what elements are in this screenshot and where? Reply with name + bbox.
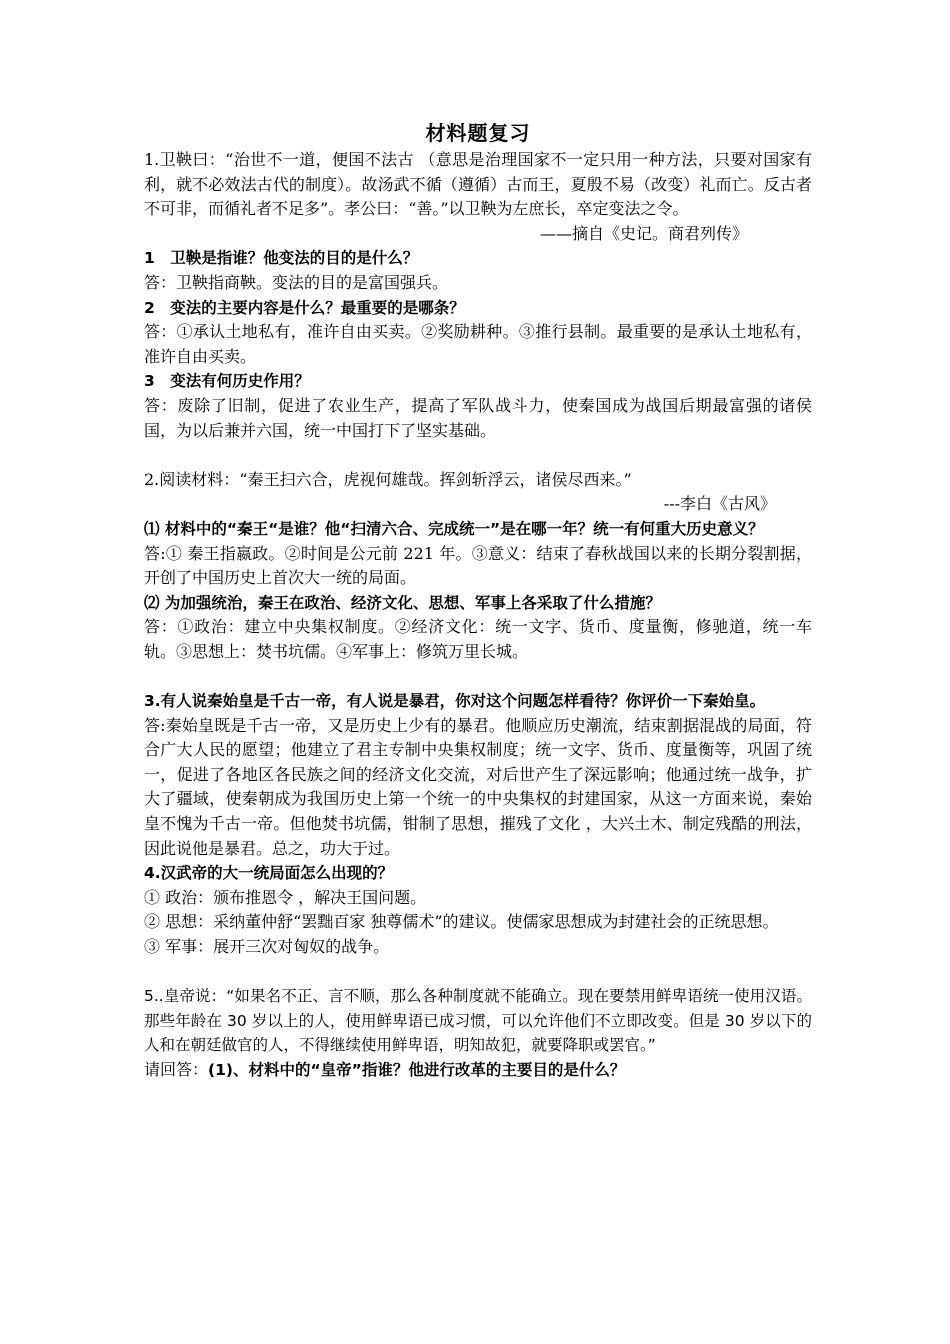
answer-3: 答:秦始皇既是千古一帝，又是历史上少有的暴君。他顺应历史潮流，结束割据混战的局面，符合广大人民的愿望；他建立了君主专制中央集权制度；统一文字、货币、度量衡等，巩固了统一，促进了各地区各民族之间的经济文化交流，对后世产生了深远影响；他通过统一战争，扩大了疆域，使秦朝成为我国历史上第一个统一的中央集权的封建国家，从这一方面来说，秦始皇不愧为千古一帝。但他焚书坑儒，钳制了思想，摧残了文化 ，大兴土木、制定残酷的刑法，因此说他是暴君。总之，功大于过。 xyxy=(144,715,812,858)
answer-1-3: 答：废除了旧制，促进了农业生产，提高了军队战斗力，使秦国成为战国后期最富强的诸侯国，为以后兼并六国，统一中国打下了坚实基础。 xyxy=(144,395,812,440)
question-1-1: 1 卫鞅是指谁？他变法的目的是什么？ xyxy=(144,249,419,268)
question-1-3: 3 变法有何历史作用？ xyxy=(144,372,310,391)
material-5: 5..皇帝说：“如果名不正、言不顺，那么各种制度就不能确立。现在要禁用鲜卑语统一使用汉语。那些年龄在 30 岁以上的人，使用鲜卑语已成习惯，可以允许他们不立即改变。但是 30 岁以下的人和在朝廷做官的人，不得继续使用鲜卑语，明知故犯，就要降职或罢官。” xyxy=(144,987,812,1055)
answer-4-politics: ① 政治：颁布推恩令 ，解决王国问题。 xyxy=(144,887,427,907)
spacer xyxy=(144,960,812,985)
answer-1-2: 答：①承认土地私有，准许自由买卖。②奖励耕种。③推行县制。最重要的是承认土地私有，准许自由买卖。 xyxy=(144,322,812,366)
question-5-line xyxy=(144,1058,812,1083)
material-2: 2.阅读材料：“秦王扫六合，虎视何雄哉。挥剑斩浮云，诸侯尽西来。” xyxy=(144,469,632,489)
answer-2-1: 答:① 秦王指嬴政。②时间是公元前 221 年。③意义：结束了春秋战国以来的长期分裂割据，开创了中国历史上首次大一统的局面。 xyxy=(144,543,812,588)
question-5-prompt: 请回答： xyxy=(144,1059,209,1079)
question-5-1: (1)、材料中的“皇帝”指谁？他进行改革的主要目的是什么？ xyxy=(208,1060,626,1079)
material-1: 1.卫鞅曰：“治世不一道，便国不法古 （意思是治理国家不一定只用一种方法，只要对国家有利，就不必效法古代的制度）。故汤武不循（遵循）古而王，夏殷不易（改变）礼而亡。反古者不可非，而循礼者不足多”。孝公曰：“善。”以卫鞅为左庶长，卒定变法之令。 xyxy=(144,150,812,219)
question-2-2: ⑵ 为加强统治，秦王在政治、经济文化、思想、军事上各采取了什么措施？ xyxy=(144,593,661,612)
material-1-source: ——摘自《史记。商君列传》 xyxy=(539,223,748,243)
question-4: 4.汉武帝的大一统局面怎么出现的？ xyxy=(144,864,394,883)
answer-4-thought: ② 思想：采纳董仲舒“罢黜百家 独尊儒术”的建议。使儒家思想成为封建社会的正统思想。 xyxy=(144,912,779,932)
answer-1-1: 答：卫鞅指商鞅。变法的目的是富国强兵。 xyxy=(144,272,449,292)
question-3: 3.有人说秦始皇是千古一帝，有人说是暴君，你对这个问题怎样看待？你评价一下秦始皇。 xyxy=(144,692,766,711)
page-title: 材料题复习 xyxy=(425,121,531,145)
question-2-1: ⑴ 材料中的“秦王“是谁？他“扫清六合、完成统一”是在哪一年？统一有何重大历史意义？ xyxy=(144,519,764,538)
answer-4-military: ③ 军事：展开三次对匈奴的战争。 xyxy=(144,937,390,956)
spacer xyxy=(144,664,812,689)
answer-2-2: 答：①政治：建立中央集权制度。②经济文化：统一文字、货币、度量衡，修驰道，统一车轨。③思想上：焚书坑儒。④军事上：修筑万里长城。 xyxy=(144,617,812,661)
material-2-source: ---李白《古风》 xyxy=(663,494,776,514)
spacer xyxy=(144,443,812,468)
question-1-2: 2 变法的主要内容是什么？最重要的是哪条？ xyxy=(144,298,465,317)
document-page xyxy=(144,118,812,1083)
